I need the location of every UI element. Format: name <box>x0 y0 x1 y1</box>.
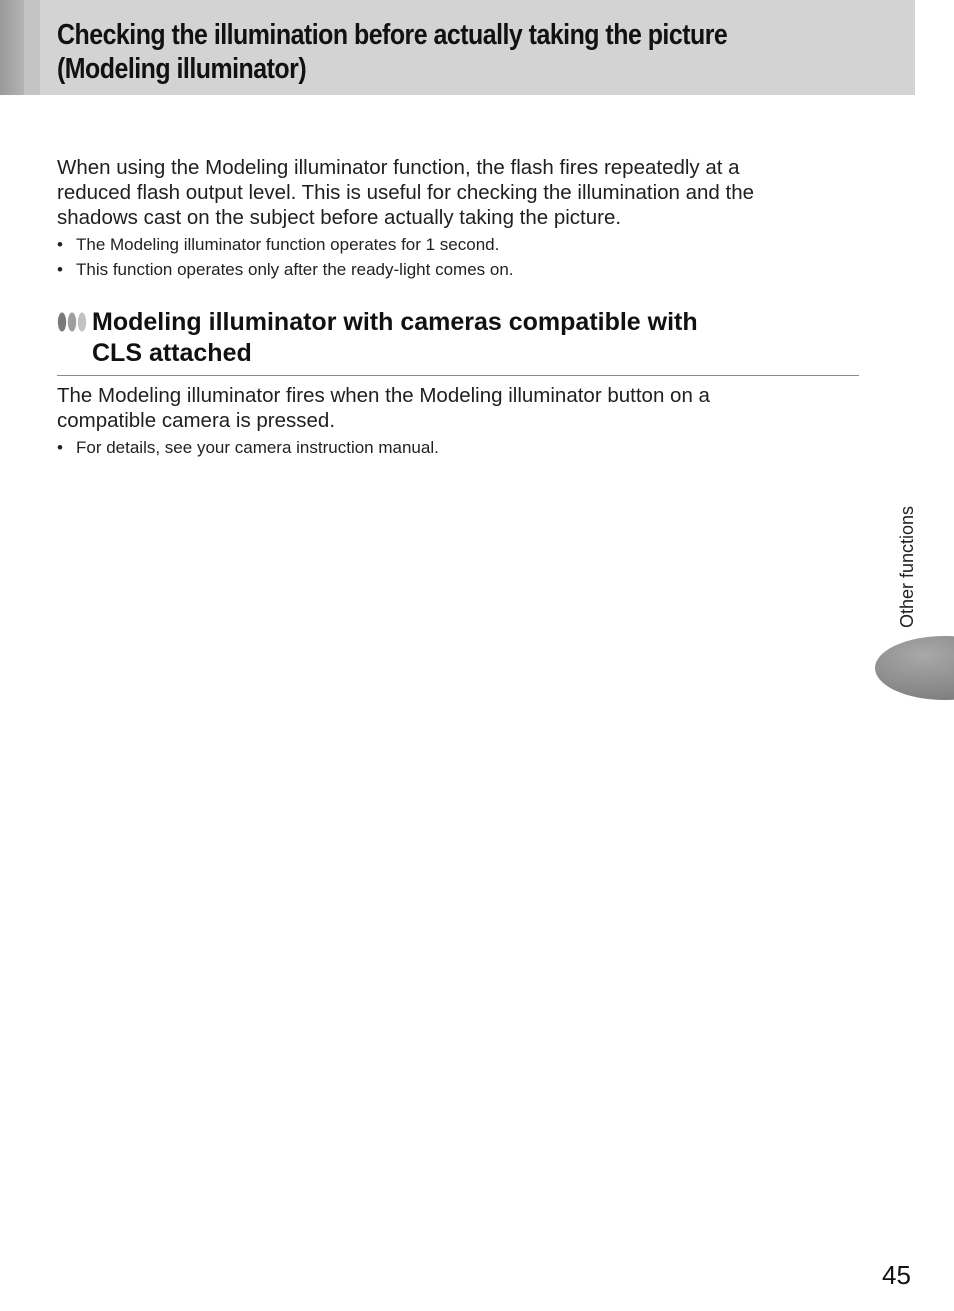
bullet-dot: • <box>57 260 63 279</box>
bullet-dot: • <box>57 438 63 457</box>
bullet-dot: • <box>57 235 63 254</box>
section-body <box>57 383 857 460</box>
intro-block <box>57 155 857 282</box>
list-item <box>57 232 857 257</box>
section-heading <box>57 307 859 376</box>
title-accent-bar <box>0 0 40 95</box>
section-paragraph-line-1: The Modeling illuminator fires when the Modeling illuminator button on a <box>57 384 710 407</box>
section-paragraph <box>57 383 857 433</box>
bullet-text: For details, see your camera instruction manual. <box>76 438 439 457</box>
triple-oval-icon <box>57 311 87 333</box>
bullet-text: This function operates only after the ready-light comes on. <box>76 260 514 279</box>
list-item <box>57 257 857 282</box>
section-title-line-1: Modeling illuminator with cameras compatible with <box>92 308 698 336</box>
side-chapter-tab <box>875 636 954 700</box>
intro-paragraph-line-2: reduced flash output level. This is useful for checking the illumination and the <box>57 181 755 204</box>
page-title-line-2: (Modeling illuminator) <box>57 53 307 85</box>
intro-paragraph <box>57 155 857 230</box>
page-title <box>57 18 779 86</box>
intro-paragraph-line-1: When using the Modeling illuminator function, the flash fires repeatedly at a <box>57 156 740 179</box>
page-number: 45 <box>882 1260 911 1290</box>
section-title-line-2: CLS attached <box>92 339 252 367</box>
side-chapter-label: Other functions <box>897 505 917 628</box>
intro-paragraph-line-3: shadows cast on the subject before actually taking the picture. <box>57 206 622 229</box>
section-title <box>92 307 698 369</box>
section-paragraph-line-2: compatible camera is pressed. <box>57 409 336 432</box>
section-bullet-list <box>57 435 857 460</box>
bullet-text: The Modeling illuminator function operates for 1 second. <box>76 235 500 254</box>
page-title-line-1: Checking the illumination before actually taking the picture <box>57 19 728 51</box>
intro-bullet-list <box>57 232 857 282</box>
list-item <box>57 435 857 460</box>
